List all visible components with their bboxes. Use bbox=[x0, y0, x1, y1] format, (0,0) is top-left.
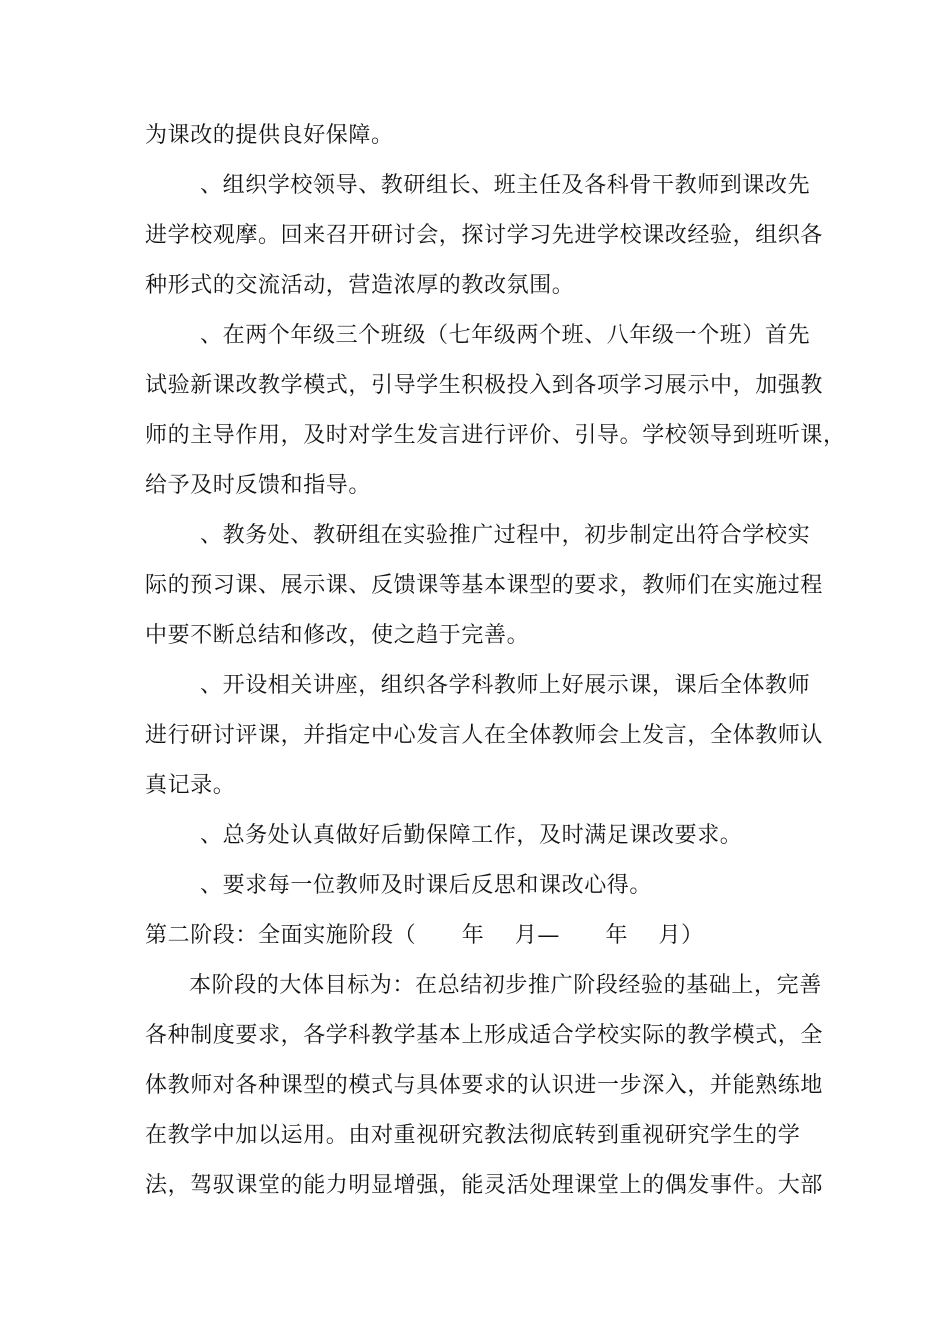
text-line-10: 际的预习课、展示课、反馈课等基本课型的要求，教师们在实施过程 bbox=[145, 573, 824, 598]
text-line-5: 、在两个年级三个班级（七年级两个班、八年级一个班）首先 bbox=[200, 323, 811, 348]
text-line-12: 、开设相关讲座，组织各学科教师上好展示课，课后全体教师 bbox=[200, 673, 811, 698]
text-line-13: 进行研讨评课，并指定中心发言人在全体教师会上发言，全体教师认 bbox=[145, 723, 824, 748]
text-line-11: 中要不断总结和修改，使之趋于完善。 bbox=[145, 623, 530, 648]
text-line-15: 、总务处认真做好后勤保障工作，及时满足课改要求。 bbox=[200, 823, 743, 848]
text-line-2: 、组织学校领导、教研组长、班主任及各科骨干教师到课改先 bbox=[200, 173, 811, 198]
text-line-20: 体教师对各种课型的模式与具体要求的认识进一步深入，并能熟练地 bbox=[145, 1073, 824, 1098]
text-line-19: 各种制度要求，各学科教学基本上形成适合学校实际的教学模式，全 bbox=[145, 1023, 824, 1048]
text-line-18: 本阶段的大体目标为：在总结初步推广阶段经验的基础上，完善 bbox=[189, 973, 822, 998]
text-line-9: 、教务处、教研组在实验推广过程中，初步制定出符合学校实 bbox=[200, 523, 811, 548]
text-line-16: 、要求每一位教师及时课后反思和课改心得。 bbox=[200, 873, 653, 898]
text-line-8: 给予及时反馈和指导。 bbox=[145, 473, 372, 498]
text-line-22: 法，驾驭课堂的能力明显增强，能灵活处理课堂上的偶发事件。大部 bbox=[145, 1173, 824, 1198]
text-line-1: 为课改的提供良好保障。 bbox=[145, 123, 394, 148]
text-line-6: 试验新课改教学模式，引导学生积极投入到各项学习展示中，加强教 bbox=[145, 373, 824, 398]
text-line-21: 在教学中加以运用。由对重视研究教法彻底转到重视研究学生的学 bbox=[145, 1123, 801, 1148]
text-line-4: 种形式的交流活动，营造浓厚的教改氛围。 bbox=[145, 273, 575, 298]
section-heading-stage-two: 第二阶段：全面实施阶段（ 年 月— 年 月） bbox=[145, 923, 704, 948]
text-line-14: 真记录。 bbox=[145, 773, 236, 798]
text-line-7: 师的主导作用，及时对学生发言进行评价、引导。学校领导到班听课， bbox=[145, 423, 846, 448]
text-line-3: 进学校观摩。回来召开研讨会，探讨学习先进学校课改经验，组织各 bbox=[145, 223, 824, 248]
